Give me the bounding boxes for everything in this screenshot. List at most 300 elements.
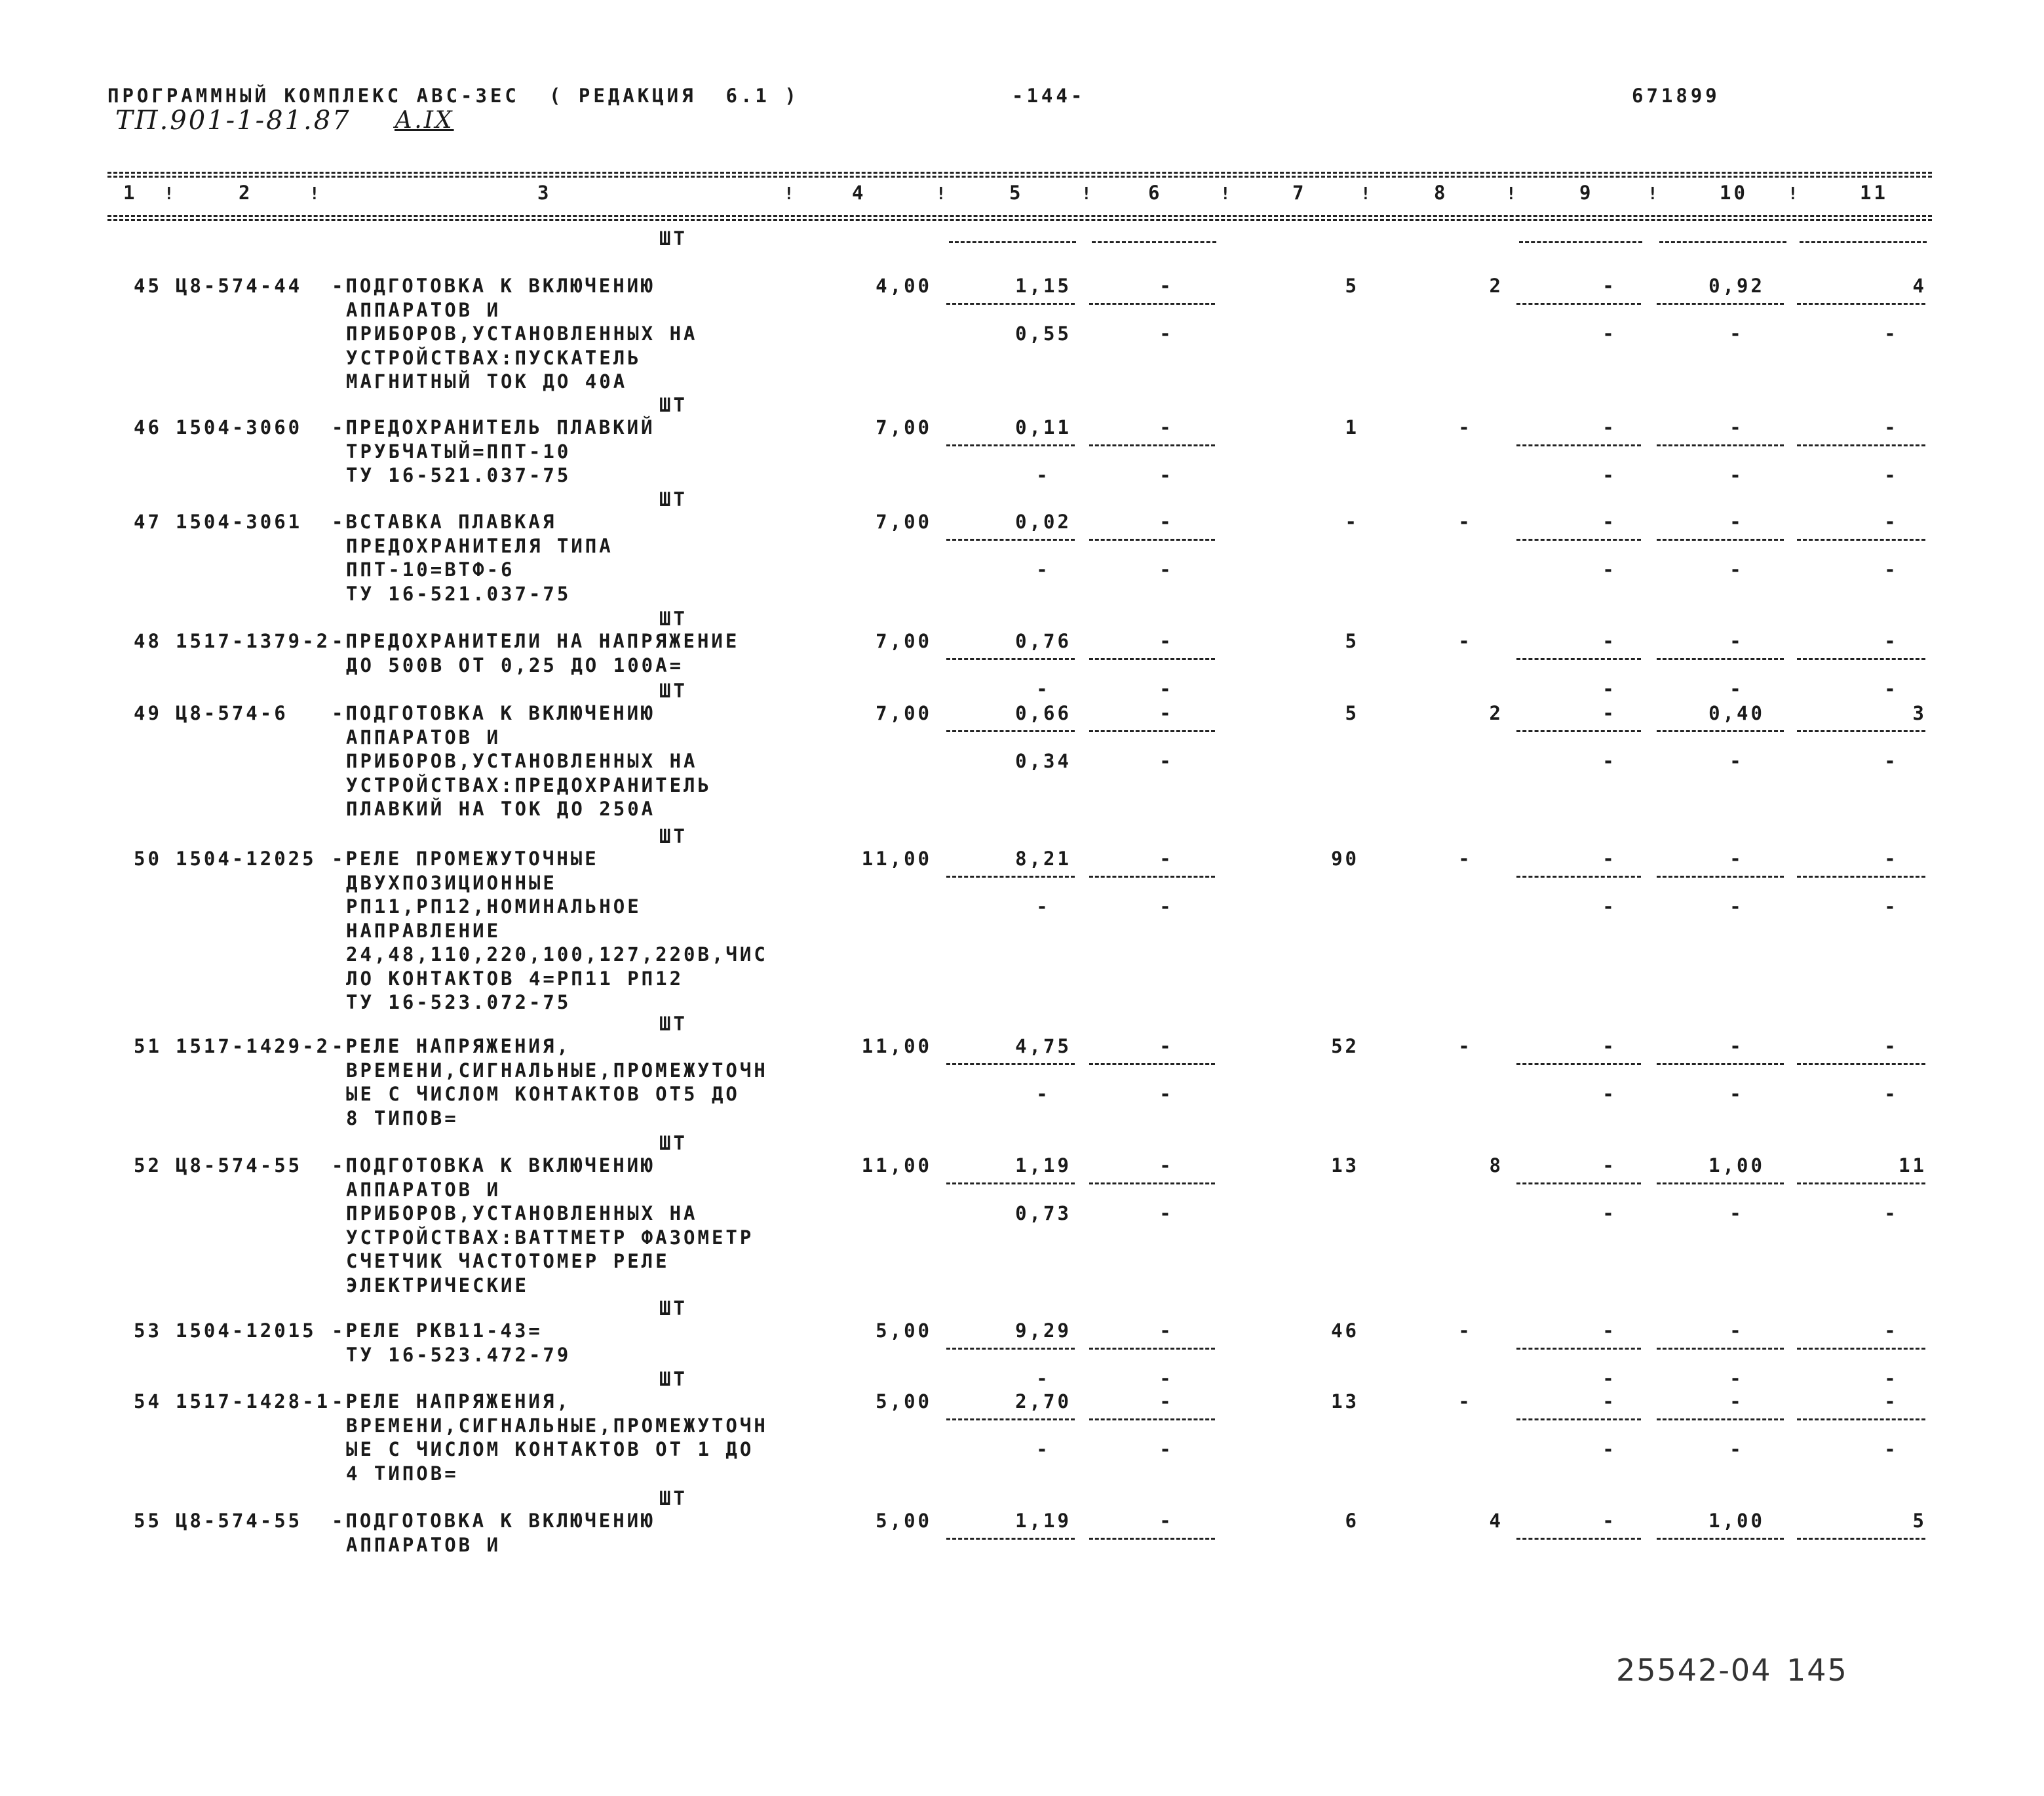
row-description-line: -РЕЛЕ ПРОМЕЖУТОЧНЫЕ bbox=[332, 848, 599, 870]
cell-col8: - bbox=[1458, 848, 1473, 870]
fraction-rule-col6 bbox=[1089, 444, 1215, 446]
cell-col7: 13 bbox=[1331, 1390, 1359, 1413]
cell-col8: 2 bbox=[1489, 702, 1503, 724]
fraction-rule-col6 bbox=[1089, 1538, 1215, 1540]
cell-col9: - bbox=[1602, 1510, 1617, 1532]
row-description-line: ВРЕМЕНИ,СИГНАЛЬНЫЕ,ПРОМЕЖУТОЧН bbox=[346, 1059, 768, 1082]
cell-col10-lower: - bbox=[1729, 558, 1744, 581]
cell-col10: - bbox=[1729, 630, 1744, 652]
cell-col11-lower: - bbox=[1884, 558, 1899, 581]
cell-col6-lower: - bbox=[1159, 895, 1174, 918]
row-code: Ц8-574-55 bbox=[176, 1154, 303, 1177]
column-separator: ! bbox=[1506, 184, 1519, 204]
cell-col9-lower: - bbox=[1602, 1367, 1617, 1390]
fraction-rule-col11 bbox=[1797, 730, 1925, 732]
cell-col10-lower: - bbox=[1729, 1438, 1744, 1460]
cell-col10-lower: - bbox=[1729, 895, 1744, 918]
unit-label: ШТ bbox=[659, 680, 687, 702]
row-code: 1504-12015 bbox=[176, 1319, 317, 1342]
cell-col4: 5,00 bbox=[876, 1510, 932, 1532]
cell-col6-lower: - bbox=[1159, 1438, 1174, 1460]
fraction-rule-col11 bbox=[1797, 1348, 1925, 1350]
row-description-line: 24,48,110,220,100,127,220В,ЧИС bbox=[346, 943, 768, 966]
column-header-9: 9 bbox=[1579, 182, 1594, 204]
cell-col11-lower: - bbox=[1884, 895, 1899, 918]
cell-col5: 0,02 bbox=[1015, 511, 1071, 533]
fraction-rule-col10 bbox=[1657, 1063, 1784, 1065]
cell-col7: 5 bbox=[1345, 702, 1359, 724]
cell-col6: - bbox=[1159, 1154, 1174, 1177]
row-description-line: ТРУБЧАТЫЙ=ППТ-10 bbox=[346, 440, 571, 463]
fraction-rule-col11 bbox=[1797, 1418, 1925, 1420]
cell-col10: - bbox=[1729, 1319, 1744, 1342]
fraction-rule-col9 bbox=[1516, 303, 1641, 305]
row-description-line: МАГНИТНЫЙ ТОК ДО 40А bbox=[346, 370, 628, 393]
cell-col5: 0,76 bbox=[1015, 630, 1071, 652]
cell-col11-lower: - bbox=[1884, 1367, 1899, 1390]
cell-col9: - bbox=[1602, 416, 1617, 439]
cell-col10-lower: - bbox=[1729, 1202, 1744, 1224]
document-code: 671899 bbox=[1632, 85, 1720, 107]
row-number: 45 bbox=[134, 275, 162, 297]
row-description-line: АППАРАТОВ И bbox=[346, 1178, 501, 1201]
row-description-line: -ПОДГОТОВКА К ВКЛЮЧЕНИЮ bbox=[332, 702, 655, 724]
cell-col10-lower: - bbox=[1729, 322, 1744, 345]
header-rule-top bbox=[107, 172, 1932, 174]
cell-col8: - bbox=[1458, 511, 1473, 533]
cell-col11: - bbox=[1884, 1319, 1899, 1342]
cell-col6-lower: - bbox=[1159, 1083, 1174, 1105]
fraction-rule-col9 bbox=[1519, 241, 1642, 243]
column-header-1: 1 bbox=[123, 182, 138, 204]
cell-col10: 0,92 bbox=[1708, 275, 1765, 297]
cell-col10: - bbox=[1729, 1390, 1744, 1413]
row-description-line: 8 ТИПОВ= bbox=[346, 1106, 459, 1129]
unit-label: ШТ bbox=[659, 1132, 687, 1154]
cell-col6: - bbox=[1159, 848, 1174, 870]
cell-col8: 4 bbox=[1489, 1510, 1503, 1532]
column-header-7: 7 bbox=[1292, 182, 1307, 204]
cell-col6-lower: - bbox=[1159, 1367, 1174, 1390]
cell-col9: - bbox=[1602, 275, 1617, 297]
cell-col4: 11,00 bbox=[861, 1035, 932, 1057]
row-description-line: -ПОДГОТОВКА К ВКЛЮЧЕНИЮ bbox=[332, 275, 655, 297]
cell-col6: - bbox=[1159, 1035, 1174, 1057]
fraction-rule-col6 bbox=[1089, 303, 1215, 305]
column-header-10: 10 bbox=[1720, 182, 1748, 204]
fraction-rule-col9 bbox=[1516, 876, 1641, 878]
fraction-rule-col6 bbox=[1089, 1063, 1215, 1065]
fraction-rule-col11 bbox=[1797, 303, 1925, 305]
row-description-line: ДО 500В ОТ 0,25 ДО 100А= bbox=[346, 654, 684, 676]
fraction-rule-col5 bbox=[946, 539, 1075, 541]
fraction-rule-col10 bbox=[1657, 1538, 1784, 1540]
cell-col9-lower: - bbox=[1602, 558, 1617, 581]
cell-col7: 13 bbox=[1331, 1154, 1359, 1177]
cell-col5: 1,15 bbox=[1015, 275, 1071, 297]
cell-col6: - bbox=[1159, 511, 1174, 533]
row-number: 50 bbox=[134, 848, 162, 870]
column-header-11: 11 bbox=[1860, 182, 1888, 204]
fraction-rule-col9 bbox=[1516, 1348, 1641, 1350]
cell-col5-lower: - bbox=[1036, 1438, 1051, 1460]
fraction-rule-col6 bbox=[1089, 1348, 1215, 1350]
row-code: Ц8-574-44 bbox=[176, 275, 303, 297]
fraction-rule-col11 bbox=[1800, 241, 1927, 243]
row-description-line: ДВУХПОЗИЦИОННЫЕ bbox=[346, 871, 557, 894]
cell-col11: - bbox=[1884, 416, 1899, 439]
cell-col4: 7,00 bbox=[876, 702, 932, 724]
fraction-rule-col11 bbox=[1797, 539, 1925, 541]
cell-col5-lower: 0,55 bbox=[1015, 322, 1071, 345]
fraction-rule-col9 bbox=[1516, 539, 1641, 541]
fraction-rule-col11 bbox=[1797, 1538, 1925, 1540]
unit-label: ШТ bbox=[659, 825, 687, 848]
cell-col10: - bbox=[1729, 416, 1744, 439]
cell-col10: 0,40 bbox=[1708, 702, 1765, 724]
cell-col6: - bbox=[1159, 1390, 1174, 1413]
cell-col5: 8,21 bbox=[1015, 848, 1071, 870]
cell-col4: 5,00 bbox=[876, 1390, 932, 1413]
cell-col4: 11,00 bbox=[861, 848, 932, 870]
cell-col6-lower: - bbox=[1159, 750, 1174, 772]
row-description-line: АППАРАТОВ И bbox=[346, 298, 501, 321]
fraction-rule-col5 bbox=[946, 1418, 1075, 1420]
fraction-rule-col10 bbox=[1657, 1348, 1784, 1350]
cell-col11: - bbox=[1884, 511, 1899, 533]
row-code: Ц8-574-6 bbox=[176, 702, 288, 724]
cell-col10: - bbox=[1729, 848, 1744, 870]
fraction-rule-col9 bbox=[1516, 1418, 1641, 1420]
cell-col6: - bbox=[1159, 1319, 1174, 1342]
cell-col11: - bbox=[1884, 1035, 1899, 1057]
cell-col9-lower: - bbox=[1602, 895, 1617, 918]
row-description-line: ТУ 16-523.072-75 bbox=[346, 991, 571, 1013]
column-separator: ! bbox=[309, 184, 322, 204]
cell-col11: 4 bbox=[1912, 275, 1927, 297]
cell-col9: - bbox=[1602, 1319, 1617, 1342]
edition-label: ( РЕДАКЦИЯ 6.1 ) bbox=[549, 85, 800, 107]
cell-col5-lower: - bbox=[1036, 895, 1051, 918]
cell-col7: 6 bbox=[1345, 1510, 1359, 1532]
project-number: ТП.901-1-81.87 bbox=[115, 106, 351, 136]
row-description-line: УСТРОЙСТВАХ:ПУСКАТЕЛЬ bbox=[346, 346, 642, 369]
fraction-rule-col9 bbox=[1516, 1182, 1641, 1184]
column-header-4: 4 bbox=[852, 182, 866, 204]
cell-col5: 0,66 bbox=[1015, 702, 1071, 724]
cell-col5: 2,70 bbox=[1015, 1390, 1071, 1413]
cell-col8: - bbox=[1458, 630, 1473, 652]
cell-col11-lower: - bbox=[1884, 322, 1899, 345]
column-separator: ! bbox=[164, 184, 177, 204]
cell-col5: 0,11 bbox=[1015, 416, 1071, 439]
cell-col11: 11 bbox=[1899, 1154, 1927, 1177]
row-code: 1504-3061 bbox=[176, 511, 303, 533]
cell-col6: - bbox=[1159, 702, 1174, 724]
fraction-rule-col6 bbox=[1089, 1418, 1215, 1420]
row-number: 49 bbox=[134, 702, 162, 724]
row-code: Ц8-574-55 bbox=[176, 1510, 303, 1532]
fraction-rule-col6 bbox=[1089, 730, 1215, 732]
fraction-rule-col5 bbox=[946, 1182, 1075, 1184]
cell-col9-lower: - bbox=[1602, 1083, 1617, 1105]
cell-col9: - bbox=[1602, 511, 1617, 533]
program-title: ПРОГРАММНЫЙ КОМПЛЕКС АВС-3ЕС bbox=[107, 85, 520, 107]
unit-label: ШТ bbox=[659, 1368, 687, 1390]
unit-label: ШТ bbox=[659, 488, 687, 511]
unit-label: ШТ bbox=[659, 394, 687, 416]
row-description-line: ТУ 16-521.037-75 bbox=[346, 464, 571, 486]
unit-label: ШТ bbox=[659, 227, 687, 250]
row-description-line: УСТРОЙСТВАХ:ПРЕДОХРАНИТЕЛЬ bbox=[346, 773, 712, 796]
cell-col9-lower: - bbox=[1602, 1202, 1617, 1224]
row-description-line: АППАРАТОВ И bbox=[346, 726, 501, 749]
unit-label: ШТ bbox=[659, 1013, 687, 1035]
fraction-rule-col5 bbox=[946, 730, 1075, 732]
unit-label: ШТ bbox=[659, 1297, 687, 1319]
fraction-rule-col10 bbox=[1657, 1182, 1784, 1184]
sheet-number: 145 bbox=[1786, 1652, 1848, 1688]
cell-col10: 1,00 bbox=[1708, 1510, 1765, 1532]
cell-col11-lower: - bbox=[1884, 464, 1899, 486]
cell-col8: - bbox=[1458, 416, 1473, 439]
fraction-rule-col9 bbox=[1516, 730, 1641, 732]
cell-col6-lower: - bbox=[1159, 678, 1174, 700]
column-separator: ! bbox=[784, 184, 797, 204]
column-header-6: 6 bbox=[1148, 182, 1163, 204]
row-description-line: -ПРЕДОХРАНИТЕЛЬ ПЛАВКИЙ bbox=[332, 416, 655, 439]
cell-col4: 4,00 bbox=[876, 275, 932, 297]
header-rule-top-2 bbox=[107, 176, 1932, 178]
cell-col4: 11,00 bbox=[861, 1154, 932, 1177]
row-number: 48 bbox=[134, 630, 162, 652]
row-description-line: ПРИБОРОВ,УСТАНОВЛЕННЫХ НА bbox=[346, 322, 698, 345]
cell-col6-lower: - bbox=[1159, 322, 1174, 345]
cell-col8: 2 bbox=[1489, 275, 1503, 297]
row-description-line: ПРИБОРОВ,УСТАНОВЛЕННЫХ НА bbox=[346, 750, 698, 772]
fraction-rule-col10 bbox=[1657, 303, 1784, 305]
row-description-line: -РЕЛЕ НАПРЯЖЕНИЯ, bbox=[332, 1390, 571, 1413]
fraction-rule-col5 bbox=[946, 1538, 1075, 1540]
cell-col11-lower: - bbox=[1884, 1202, 1899, 1224]
cell-col9: - bbox=[1602, 702, 1617, 724]
cell-col10: - bbox=[1729, 1035, 1744, 1057]
row-number: 53 bbox=[134, 1319, 162, 1342]
cell-col4: 7,00 bbox=[876, 511, 932, 533]
row-description-line: СЧЕТЧИК ЧАСТОТОМЕР РЕЛЕ bbox=[346, 1250, 670, 1272]
row-description-line: НАПРАВЛЕНИЕ bbox=[346, 919, 501, 942]
archive-stamp: 25542-04 bbox=[1616, 1652, 1772, 1688]
row-description-line: ВРЕМЕНИ,СИГНАЛЬНЫЕ,ПРОМЕЖУТОЧН bbox=[346, 1414, 768, 1437]
cell-col5: 4,75 bbox=[1015, 1035, 1071, 1057]
row-description-line: -ПОДГОТОВКА К ВКЛЮЧЕНИЮ bbox=[332, 1154, 655, 1177]
cell-col6-lower: - bbox=[1159, 464, 1174, 486]
cell-col11: 5 bbox=[1912, 1510, 1927, 1532]
cell-col7: 46 bbox=[1331, 1319, 1359, 1342]
row-description-line: ЫЕ С ЧИСЛОМ КОНТАКТОВ ОТ5 ДО bbox=[346, 1083, 740, 1105]
cell-col8: 8 bbox=[1489, 1154, 1503, 1177]
column-header-8: 8 bbox=[1434, 182, 1448, 204]
cell-col9-lower: - bbox=[1602, 1438, 1617, 1460]
fraction-rule-col6 bbox=[1089, 1182, 1215, 1184]
cell-col6-lower: - bbox=[1159, 558, 1174, 581]
column-separator: ! bbox=[1788, 184, 1801, 204]
column-separator: ! bbox=[1360, 184, 1374, 204]
cell-col9-lower: - bbox=[1602, 750, 1617, 772]
column-separator: ! bbox=[1648, 184, 1661, 204]
row-code: 1517-1428-1 bbox=[176, 1390, 331, 1413]
fraction-rule-col10 bbox=[1657, 658, 1784, 660]
row-description-line: АППАРАТОВ И bbox=[346, 1533, 501, 1556]
cell-col9: - bbox=[1602, 1390, 1617, 1413]
fraction-rule-col10 bbox=[1657, 876, 1784, 878]
cell-col4: 7,00 bbox=[876, 630, 932, 652]
cell-col10: 1,00 bbox=[1708, 1154, 1765, 1177]
fraction-rule-col10 bbox=[1657, 1418, 1784, 1420]
cell-col7: 1 bbox=[1345, 416, 1359, 439]
fraction-rule-col6 bbox=[1089, 539, 1215, 541]
row-number: 54 bbox=[134, 1390, 162, 1413]
cell-col7: 5 bbox=[1345, 630, 1359, 652]
row-description-line: ППТ-10=ВТФ-6 bbox=[346, 558, 515, 581]
row-number: 51 bbox=[134, 1035, 162, 1057]
row-description-line: УСТРОЙСТВАХ:ВАТТМЕТР ФАЗОМЕТР bbox=[346, 1226, 754, 1249]
fraction-rule-col11 bbox=[1797, 876, 1925, 878]
row-description-line: ПРЕДОХРАНИТЕЛЯ ТИПА bbox=[346, 534, 613, 557]
row-code: 1517-1429-2 bbox=[176, 1035, 331, 1057]
cell-col11-lower: - bbox=[1884, 750, 1899, 772]
cell-col11: - bbox=[1884, 848, 1899, 870]
row-code: 1504-12025 bbox=[176, 848, 317, 870]
column-separator: ! bbox=[1220, 184, 1233, 204]
row-description-line: -ВСТАВКА ПЛАВКАЯ bbox=[332, 511, 557, 533]
unit-label: ШТ bbox=[659, 608, 687, 630]
column-header-2: 2 bbox=[239, 182, 253, 204]
cell-col11: - bbox=[1884, 1390, 1899, 1413]
cell-col9-lower: - bbox=[1602, 322, 1617, 345]
fraction-rule-col9 bbox=[1516, 1538, 1641, 1540]
cell-col9: - bbox=[1602, 1035, 1617, 1057]
cell-col6: - bbox=[1159, 275, 1174, 297]
row-description-line: -РЕЛЕ НАПРЯЖЕНИЯ, bbox=[332, 1035, 571, 1057]
cell-col7: 5 bbox=[1345, 275, 1359, 297]
cell-col5-lower: 0,73 bbox=[1015, 1202, 1071, 1224]
cell-col5-lower: - bbox=[1036, 678, 1051, 700]
fraction-rule-col10 bbox=[1657, 730, 1784, 732]
fraction-rule-col11 bbox=[1797, 1063, 1925, 1065]
row-number: 52 bbox=[134, 1154, 162, 1177]
header-rule-bottom-2 bbox=[107, 219, 1932, 221]
row-description-line: -РЕЛЕ РКВ11-43= bbox=[332, 1319, 543, 1342]
cell-col9-lower: - bbox=[1602, 464, 1617, 486]
fraction-rule-col6 bbox=[1092, 241, 1216, 243]
header-rule-bottom bbox=[107, 215, 1932, 217]
row-description-line: ЛО КОНТАКТОВ 4=РП11 РП12 bbox=[346, 967, 684, 990]
fraction-rule-col10 bbox=[1659, 241, 1786, 243]
row-description-line: РП11,РП12,НОМИНАЛЬНОЕ bbox=[346, 895, 642, 918]
cell-col5-lower: - bbox=[1036, 464, 1051, 486]
fraction-rule-col11 bbox=[1797, 658, 1925, 660]
cell-col6-lower: - bbox=[1159, 1202, 1174, 1224]
cell-col9: - bbox=[1602, 848, 1617, 870]
cell-col8: - bbox=[1458, 1035, 1473, 1057]
cell-col11-lower: - bbox=[1884, 1083, 1899, 1105]
cell-col10-lower: - bbox=[1729, 750, 1744, 772]
cell-col5: 1,19 bbox=[1015, 1510, 1071, 1532]
cell-col5-lower: - bbox=[1036, 558, 1051, 581]
cell-col4: 7,00 bbox=[876, 416, 932, 439]
row-description-line: ПЛАВКИЙ НА ТОК ДО 250А bbox=[346, 798, 656, 820]
cell-col10: - bbox=[1729, 511, 1744, 533]
fraction-rule-col5 bbox=[946, 876, 1075, 878]
cell-col9-lower: - bbox=[1602, 678, 1617, 700]
row-number: 47 bbox=[134, 511, 162, 533]
cell-col11: 3 bbox=[1912, 702, 1927, 724]
column-header-3: 3 bbox=[537, 182, 552, 204]
column-header-5: 5 bbox=[1009, 182, 1024, 204]
cell-col8: - bbox=[1458, 1390, 1473, 1413]
unit-label: ШТ bbox=[659, 1487, 687, 1510]
column-separator: ! bbox=[936, 184, 949, 204]
cell-col6: - bbox=[1159, 1510, 1174, 1532]
fraction-rule-col5 bbox=[946, 1063, 1075, 1065]
row-description-line: -ПОДГОТОВКА К ВКЛЮЧЕНИЮ bbox=[332, 1510, 655, 1532]
row-description-line: ЭЛЕКТРИЧЕСКИЕ bbox=[346, 1274, 529, 1297]
fraction-rule-col9 bbox=[1516, 444, 1641, 446]
row-number: 55 bbox=[134, 1510, 162, 1532]
fraction-rule-col5 bbox=[946, 444, 1075, 446]
fraction-rule-col11 bbox=[1797, 444, 1925, 446]
cell-col7: 90 bbox=[1331, 848, 1359, 870]
cell-col11-lower: - bbox=[1884, 678, 1899, 700]
row-code: 1504-3060 bbox=[176, 416, 303, 439]
fraction-rule-col6 bbox=[1089, 876, 1215, 878]
cell-col8: - bbox=[1458, 1319, 1473, 1342]
fraction-rule-col5 bbox=[949, 241, 1076, 243]
row-description-line: 4 ТИПОВ= bbox=[346, 1462, 459, 1485]
cell-col5-lower: - bbox=[1036, 1367, 1051, 1390]
cell-col10-lower: - bbox=[1729, 1367, 1744, 1390]
cell-col10-lower: - bbox=[1729, 1083, 1744, 1105]
fraction-rule-col5 bbox=[946, 1348, 1075, 1350]
row-code: 1517-1379-2 bbox=[176, 630, 331, 652]
fraction-rule-col5 bbox=[946, 658, 1075, 660]
cell-col7: - bbox=[1345, 511, 1359, 533]
page-number: -144- bbox=[1012, 85, 1086, 107]
cell-col9: - bbox=[1602, 1154, 1617, 1177]
row-description-line: ПРИБОРОВ,УСТАНОВЛЕННЫХ НА bbox=[346, 1202, 698, 1224]
fraction-rule-col10 bbox=[1657, 444, 1784, 446]
cell-col7: 52 bbox=[1331, 1035, 1359, 1057]
cell-col6: - bbox=[1159, 630, 1174, 652]
cell-col11: - bbox=[1884, 630, 1899, 652]
row-number: 46 bbox=[134, 416, 162, 439]
column-separator: ! bbox=[1081, 184, 1094, 204]
cell-col4: 5,00 bbox=[876, 1319, 932, 1342]
row-description-line: ТУ 16-521.037-75 bbox=[346, 582, 571, 605]
fraction-rule-col6 bbox=[1089, 658, 1215, 660]
cell-col10-lower: - bbox=[1729, 464, 1744, 486]
album-number: А.IX bbox=[395, 107, 454, 134]
row-description-line: ЫЕ С ЧИСЛОМ КОНТАКТОВ ОТ 1 ДО bbox=[346, 1438, 754, 1460]
cell-col10-lower: - bbox=[1729, 678, 1744, 700]
fraction-rule-col9 bbox=[1516, 658, 1641, 660]
cell-col5-lower: 0,34 bbox=[1015, 750, 1071, 772]
cell-col9: - bbox=[1602, 630, 1617, 652]
cell-col11-lower: - bbox=[1884, 1438, 1899, 1460]
cell-col5: 1,19 bbox=[1015, 1154, 1071, 1177]
cell-col5-lower: - bbox=[1036, 1083, 1051, 1105]
